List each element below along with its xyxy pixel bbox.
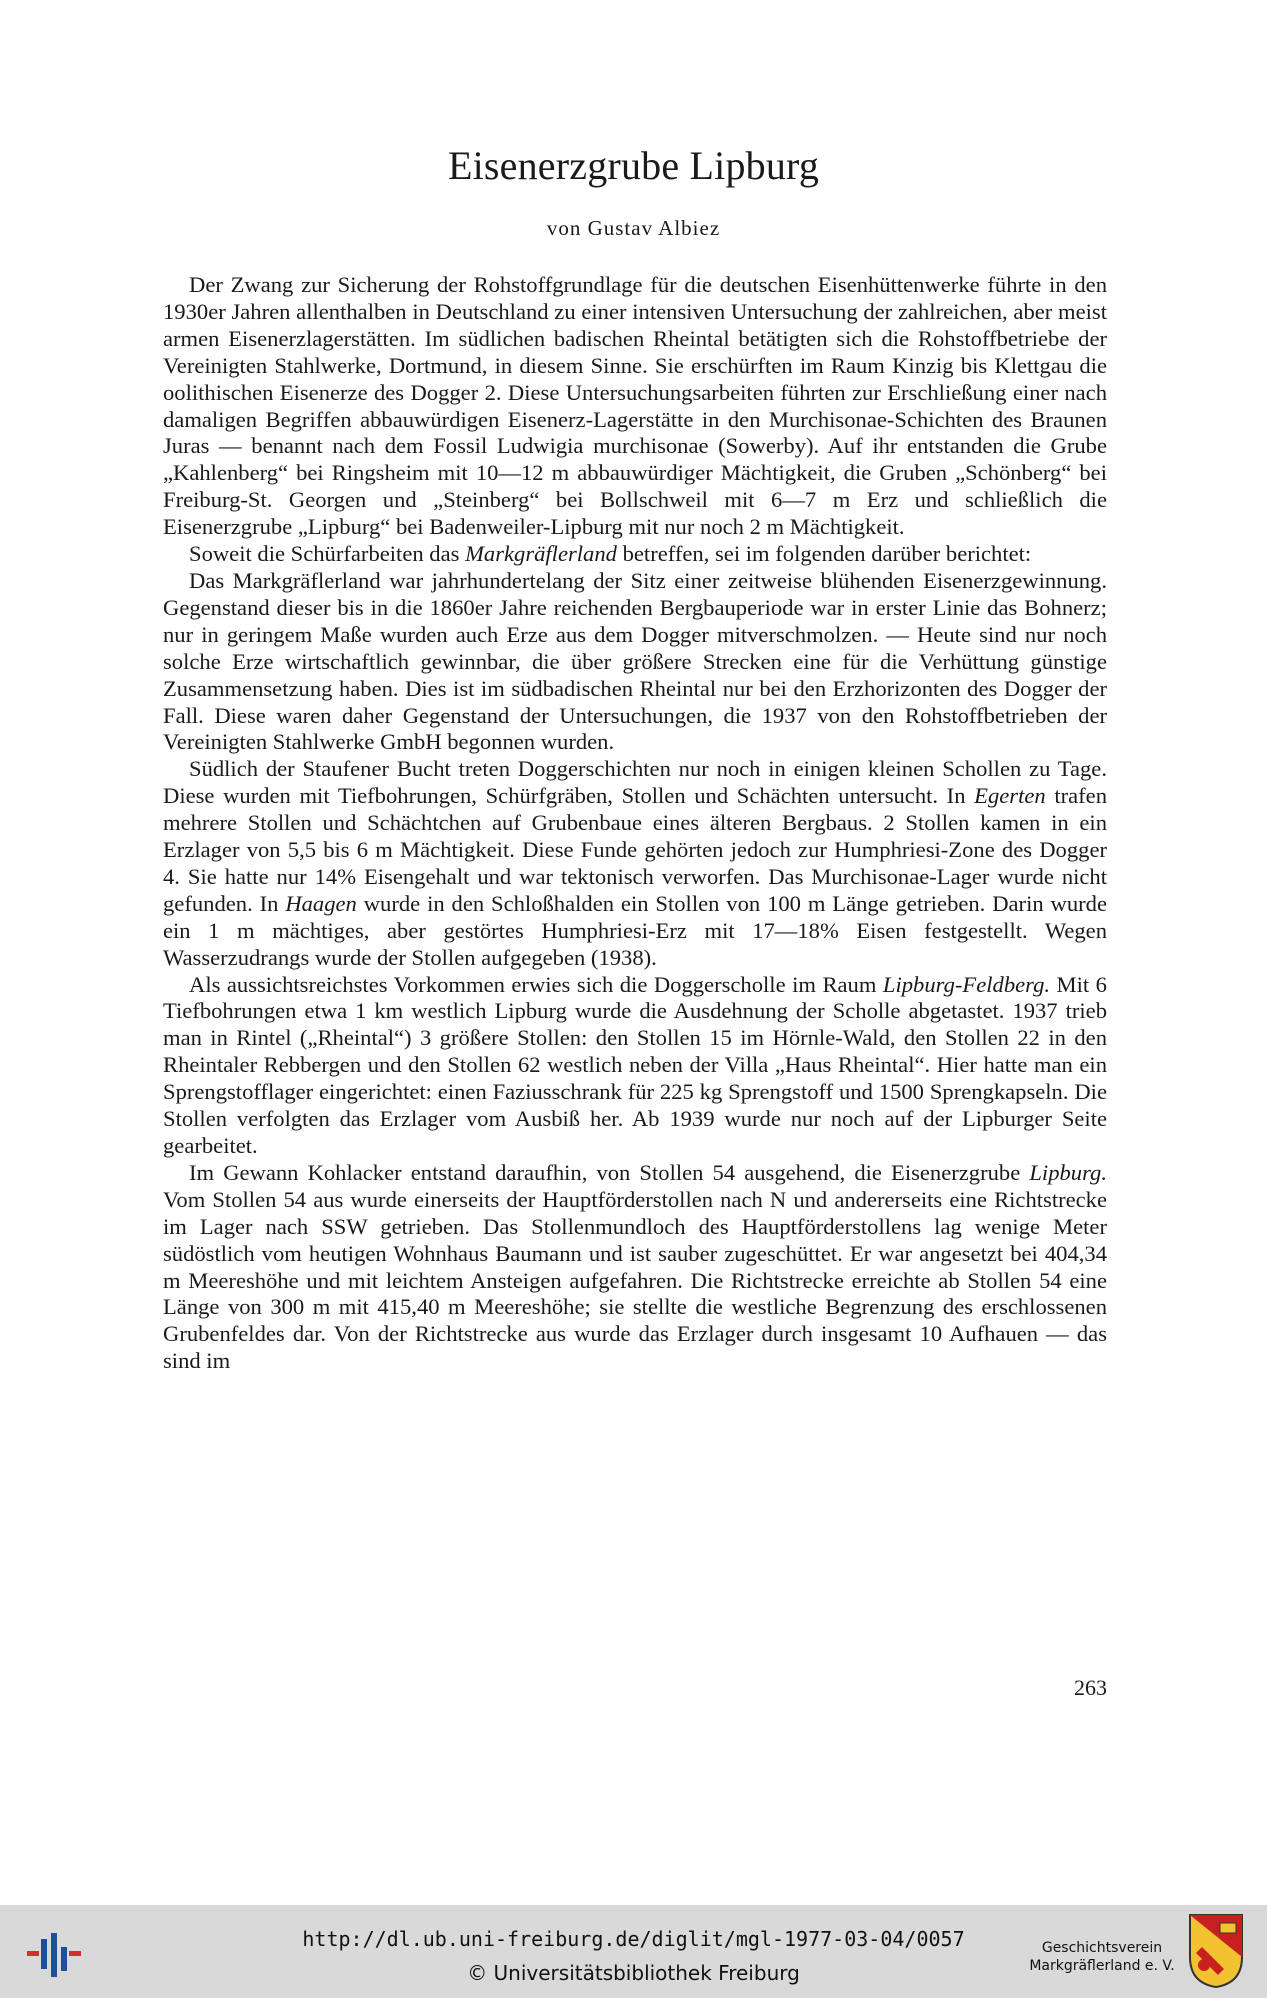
society-name-line2: Markgräflerland e. V.: [1029, 1958, 1175, 1974]
footer-url-link[interactable]: http://dl.ub.uni-freiburg.de/diglit/mgl-1977-03-04/0057: [302, 1927, 965, 1951]
text-run: Mit 6 Tiefbohrungen etwa 1 km westlich Lipburg wurde die Ausdehnung der Scholle abgetastet. 1937 trieb man in Rintel („Rheintal“) 3 größere Stollen: den Stollen 15 im Hörnle-Wald, den Stollen 22 in den Rheintaler Rebbergen und den Stollen 62 westlich neben der Villa „Haus Rheintal“. Hier hatte man ein Sprengstofflager eingerichtet: einen Faziusschrank für 225 kg Sprengstoff und 1500 Sprengkapseln. Die Stollen verfolgten das Erzlager vom Ausbiß her. Ab 1939 wurde nur noch auf der Lipburger Seite gearbeitet.: [163, 971, 1107, 1158]
italic-term: Lipburg-Feldberg.: [882, 971, 1051, 997]
italic-term: Markgräflerland: [465, 541, 617, 567]
footer-bar: [0, 1905, 1267, 1998]
text-run: Südlich der Staufener Bucht treten Doggerschichten nur noch in einigen kleinen Schollen zu Tage. Diese wurden mit Tiefbohrungen, Schürfgräben, Stollen und Schächten untersucht. In: [163, 756, 1107, 809]
text-run: Der Zwang zur Sicherung der Rohstoffgrundlage für die deutschen Eisenhüttenwerke führte in den 1930er Jahren allenthalben in Deutschland zu einer intensiven Untersuchung der zahlreichen, aber meist armen Eisenerzlagerstätten. Im südlichen badischen Rheintal betätigten sich die Rohstoffbetriebe der Vereinigten Stahlwerke, Dortmund, in diesem Sinne. Sie erschürften im Raum Kinzig bis Klettgau die oolithischen Eisenerze des Dogger 2. Diese Untersuchungsarbeiten führten zur Erschließung einer nach damaligen Begriffen abbauwürdigen Eisenerz-Lagerstätte in den Murchisonae-Schichten des Braunen Juras — benannt nach dem Fossil Ludwigia murchisonae (Sowerby). Auf ihr entstanden die Grube „Kahlenberg“ bei Ringsheim mit 10—12 m abbauwürdiger Mächtigkeit, die Gruben „Schönberg“ bei Freiburg-St. Georgen und „Steinberg“ bei Bollschweil mit 6—7 m Erz und schließlich die Eisenerzgrube „Lipburg“ bei Badenweiler-Lipburg mit nur noch 2 m Mächtigkeit.: [163, 272, 1107, 540]
society-name: [1022, 1939, 1182, 1975]
body-paragraph: [163, 541, 1107, 568]
page-number: 263: [1074, 1675, 1107, 1700]
body-paragraph: [163, 756, 1107, 971]
page-title: Eisenerzgrube Lipburg: [447, 143, 820, 188]
italic-term: Haagen: [285, 890, 357, 916]
text-run: wurde in den Schloßhalden ein Stollen von 100 m Länge getrieben. Darin wurde ein 1 m mächtiges, aber gestörtes Humphriesi-Erz mit 17—18% Eisen festgestellt. Wegen Wasserzudrangs wurde der Stollen aufgegeben (1938).: [163, 890, 1108, 970]
text-run: betreffen, sei im folgenden darüber berichtet:: [616, 541, 1032, 567]
coat-of-arms-icon: [1188, 1913, 1244, 1989]
text-run: Soweit die Schürfarbeiten das: [189, 541, 466, 567]
body-paragraph: [163, 1160, 1107, 1375]
body-paragraph: [163, 568, 1107, 756]
body-paragraph: [163, 272, 1107, 541]
body-paragraph: [163, 972, 1107, 1160]
italic-term: Egerten: [974, 783, 1046, 809]
text-run: trafen mehrere Stollen und Schächtchen auf Grubenbaue eines älteren Bergbaus. 2 Stollen kamen in ein Erzlager von 5,5 bis 6 m Mächtigkeit. Diese Funde gehörten jedoch zur Humphriesi-Zone des Dogger 4. Sie hatte nur 14% Eisengehalt und war tektonisch verworfen. Das Murchisonae-Lager wurde nicht gefunden. In: [163, 783, 1108, 916]
text-run: Als aussichtsreichstes Vorkommen erwies sich die Doggerscholle im Raum: [189, 971, 883, 997]
text-run: Im Gewann Kohlacker entstand daraufhin, von Stollen 54 ausgehend, die Eisenerzgrube: [189, 1159, 1030, 1185]
author-line: von Gustav Albiez: [546, 216, 721, 240]
italic-term: Lipburg.: [1029, 1159, 1107, 1185]
footer-copyright: © Universitätsbibliothek Freiburg: [467, 1961, 800, 1985]
text-run: Das Markgräflerland war jahrhundertelang der Sitz einer zeitweise blühenden Eisenerzgewinnung. Gegenstand dieser bis in die 1860er Jahre reichenden Bergbauperiode war in erster Linie das Bohnerz; nur in geringem Maße wurden auch Erze aus dem Dogger mitverschmolzen. — Heute sind nur noch solche Erze wirtschaftlich gewinnbar, die über größere Strecken eine für die Verhüttung günstige Zusammensetzung haben. Dies ist im südbadischen Rheintal nur bei den Erzhorizonten des Dogger der Fall. Diese waren daher Gegenstand der Untersuchungen, die 1937 von den Rohstoffbetrieben der Vereinigten Stahlwerke GmbH begonnen wurden.: [163, 567, 1107, 755]
society-name-line1: Geschichtsverein: [1041, 1940, 1163, 1956]
text-run: Vom Stollen 54 aus wurde einerseits der Hauptförderstollen nach N und andererseits eine Richtstrecke im Lager nach SSW getrieben. Das Stollenmundloch des Hauptförderstollens lag wenige Meter südöstlich vom heutigen Wohnhaus Baumann und ist sauber zugeschüttet. Er war angesetzt bei 404,34 m Meereshöhe und mit leichtem Ansteigen aufgefahren. Die Richtstrecke erreichte ab Stollen 54 eine Länge von 300 m mit 415,40 m Meereshöhe; sie stellte die westliche Begrenzung des erschlossenen Grubenfeldes dar. Von der Richtstrecke aus wurde das Erzlager durch insgesamt 10 Aufhauen — das sind im: [163, 1186, 1107, 1374]
article-body: [163, 272, 1107, 1375]
